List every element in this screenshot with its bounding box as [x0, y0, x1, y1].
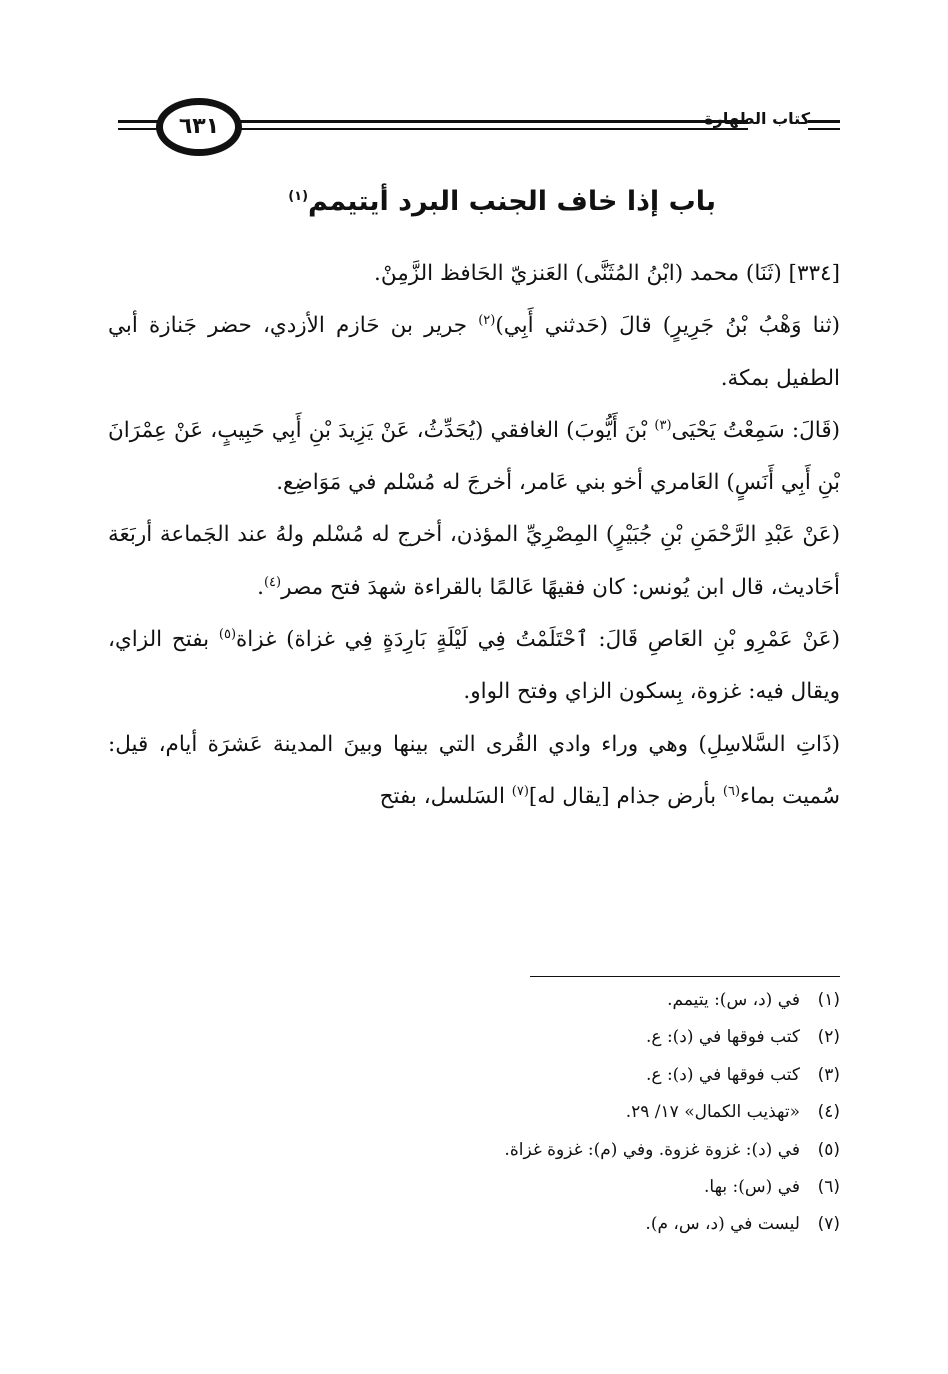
footnote-item — [420, 1057, 840, 1094]
footnote-ref-6: (٦) — [722, 783, 741, 799]
footnote-mark: (٦) — [817, 1177, 840, 1198]
footnote-mark: (٥) — [817, 1139, 840, 1160]
footnote-item — [420, 1019, 840, 1056]
paragraph-text: (ثنا وَهْبُ بْنُ جَرِيرٍ) قالَ (حَدثني أَبِي) — [495, 313, 840, 339]
footnote-text: كتب فوقها في (د): ع. — [646, 1064, 800, 1085]
paragraph-yahya — [108, 405, 840, 510]
footnote-ref-5: (٥) — [218, 626, 237, 642]
paragraph-text: [٣٣٤] (ثَنَا) محمد (ابْنُ المُثَنَّى) العَنزيّ الحَافظ الزَّمِنْ. — [374, 261, 840, 286]
paragraph-text: جرير بن حَازم الأزدي، حضر جَنازة أبي الطفيل بمكة. — [108, 313, 840, 391]
paragraph-text: (ذَاتِ السَّلاسِلِ) وهي وراء وادي القُرى التي بينها وبينَ المدينة عَشرَة أيام، قيل: سُميت بماء — [108, 731, 840, 809]
paragraph-text: بفتح الزاي، ويقال فيه: غزوة، بِسكون الزاي وفتح الواو. — [108, 627, 840, 705]
paragraph-text: بأرض جذام [يقال له] — [528, 783, 723, 809]
footnote-mark: (٤) — [817, 1102, 840, 1123]
body-text — [108, 248, 840, 823]
page-number: ٦٣١ — [156, 98, 242, 156]
footnote-separator — [530, 976, 840, 977]
paragraph-text: بْنَ أَيُّوبَ) الغافقي (يُحَدِّثُ، عَنْ يَزِيدَ بْنِ أَبِي حَبِيبٍ، عَنْ عِمْرَانَ بْنِ أَبِي أَنَسٍ) العَامري أخو بني عَامر، أخرجَ له مُسْلم في مَوَاضِع. — [108, 417, 840, 496]
book-title: كتاب الطهارة — [704, 109, 810, 128]
header-rule-right — [808, 120, 840, 130]
paragraph-amr — [108, 614, 840, 719]
paragraph-salasil — [108, 719, 840, 824]
paragraph-abdulrahman — [108, 509, 840, 614]
paragraph-text: (عَنْ عَبْدِ الرَّحْمَنِ بْنِ جُبَيْرٍ) المِصْرِيِّ المؤذن، أخرج له مُسْلم ولهُ عند الجَماعة أربَعَة أحَاديث، قال ابن يُونس: كان فقيهًا عَالمًا بالقراءة شهدَ فتح مصر — [108, 522, 840, 600]
footnote-text: في (س): بها. — [704, 1177, 800, 1198]
footnote-ref-2: (٢) — [478, 313, 496, 329]
footnote-mark: (٢) — [817, 1027, 840, 1048]
paragraph-text: السَلسل، بفتح — [379, 783, 512, 809]
paragraph-334 — [108, 248, 840, 300]
footnote-item — [420, 1169, 840, 1206]
footnote-text: كتب فوقها في (د): ع. — [646, 1027, 800, 1048]
paragraph-text: . — [257, 574, 264, 600]
footnote-ref-1: (١) — [288, 189, 309, 204]
footnote-text: في (د، س): يتيمم. — [667, 990, 800, 1010]
footnote-mark: (٧) — [817, 1214, 840, 1235]
footnote-ref-4: (٤) — [263, 574, 282, 590]
paragraph-wahb — [108, 300, 840, 405]
footnote-item — [420, 1206, 840, 1243]
footnote-ref-7: (٧) — [511, 783, 529, 799]
header-rule-middle — [228, 120, 748, 130]
footnote-mark: (٣) — [817, 1064, 840, 1085]
paragraph-text: (عَنْ عَمْرِو بْنِ العَاصِ قَالَ: ٱحْتَلَمْتُ فِي لَيْلَةٍ بَارِدَةٍ فِي غزاة) غزاة — [236, 627, 840, 653]
footnote-item — [420, 982, 840, 1019]
footnote-text: في (د): غزوة غزوة. وفي (م): غزوة غزاة. — [504, 1139, 800, 1160]
footnote-item — [420, 1132, 840, 1169]
footnotes-list — [420, 982, 840, 1244]
footnote-mark: (١) — [817, 990, 840, 1010]
running-header — [118, 98, 840, 160]
chapter-heading — [196, 176, 716, 228]
paragraph-text: (قَالَ: سَمِعْتُ يَحْيَى — [671, 417, 841, 443]
footnote-text: «تهذيب الكمال» ١٧/ ٢٩. — [625, 1102, 800, 1123]
footnote-ref-3: (٣) — [654, 417, 672, 433]
footnote-text: ليست في (د، س، م). — [645, 1214, 800, 1235]
footnote-item — [420, 1094, 840, 1131]
chapter-title: باب إذا خاف الجنب البرد أيتيمم — [308, 186, 716, 217]
